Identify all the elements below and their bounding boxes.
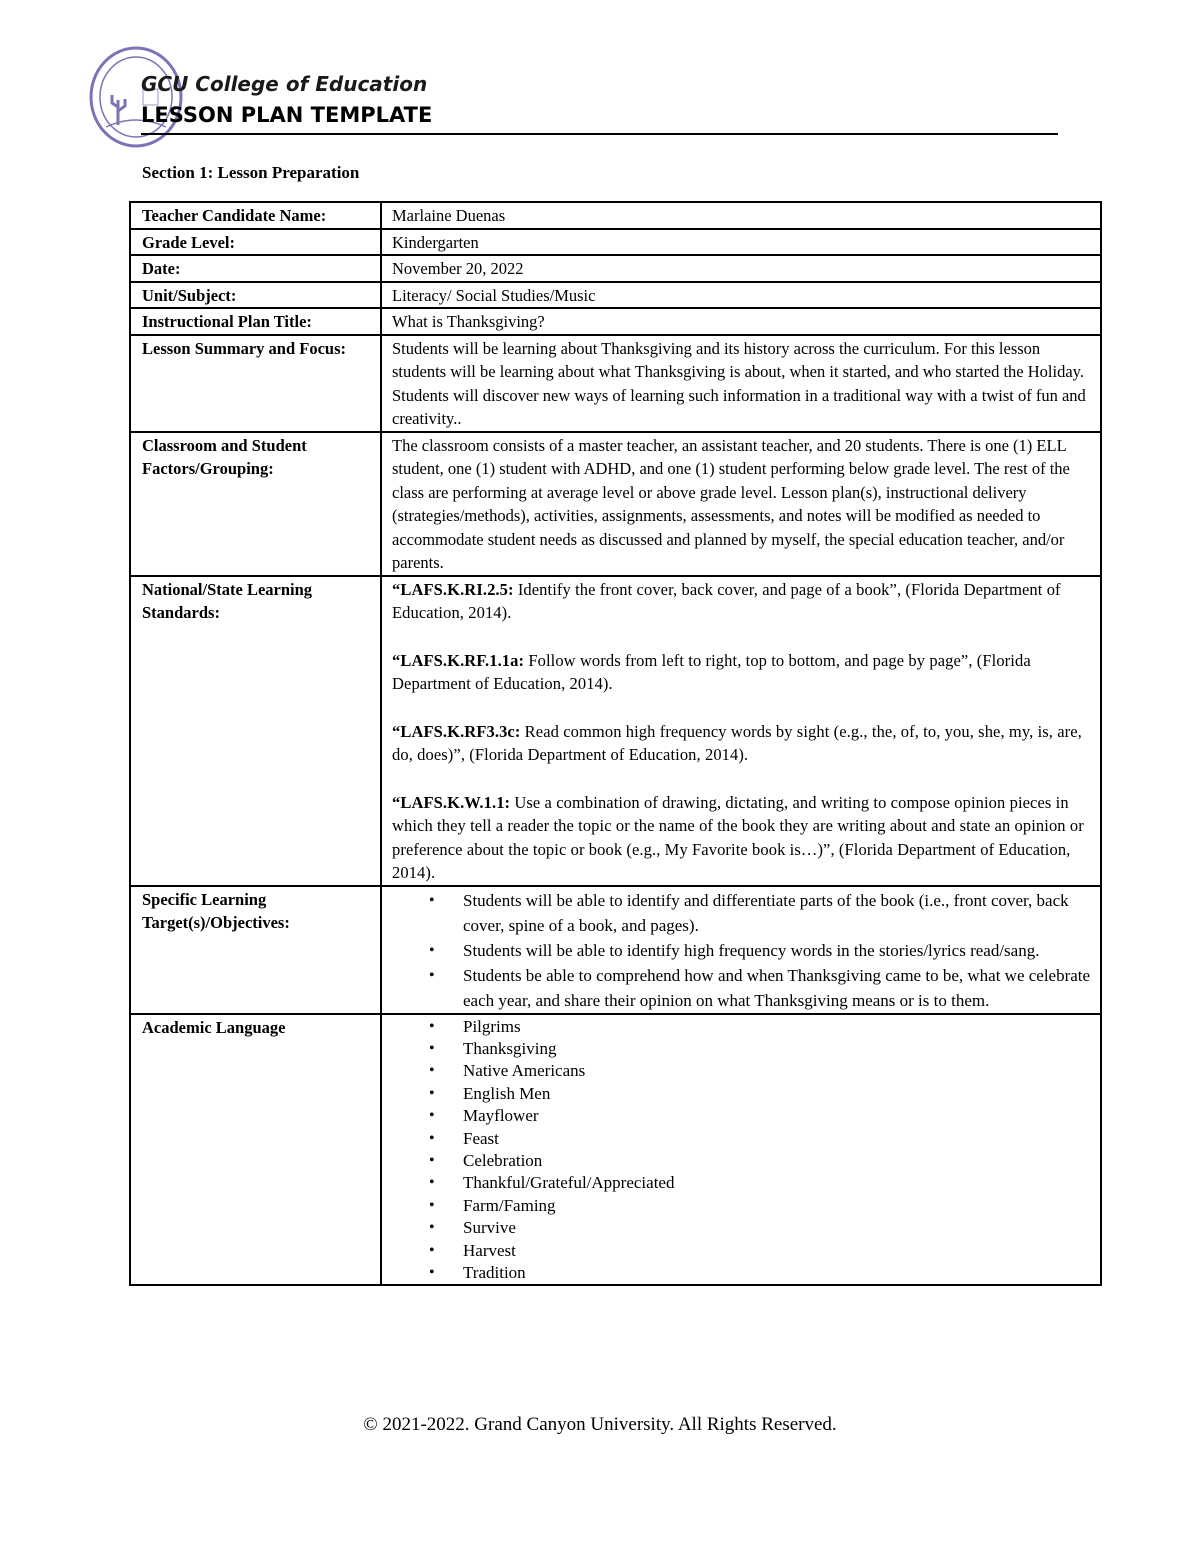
table-row (130, 229, 1101, 256)
list-item: • Harvest (463, 1240, 1092, 1262)
table-row (130, 1014, 1101, 1286)
academic-language-list (392, 1016, 1092, 1285)
list-item: • Native Americans (463, 1060, 1092, 1082)
teacher-name-value: Marlaine Duenas (381, 202, 1101, 229)
list-item: • Pilgrims (463, 1016, 1092, 1038)
list-item: • Mayflower (463, 1105, 1092, 1127)
standard-item: “LAFS.K.RF.1.1a: Follow words from left to right, top to bottom, and page by page”, (Florida Department of Education, 2014). (392, 650, 1031, 693)
row-label: Specific Learning Target(s)/Objectives: (130, 886, 381, 1014)
table-row (130, 886, 1101, 1014)
unit-subject-value: Literacy/ Social Studies/Music (381, 282, 1101, 309)
list-item: • Students will be able to identify high frequency words in the stories/lyrics read/sang. (463, 938, 1092, 963)
objectives-list (392, 888, 1092, 1013)
template-title: LESSON PLAN TEMPLATE (141, 103, 433, 127)
lesson-summary-value: Students will be learning about Thanksgiving and its history across the curriculum. For this lesson students will be learning about what Thanksgiving is about, when it started, and who started the Holiday. Students will discover new ways of learning such information in a traditional way with a twist of fun and creativity.. (381, 335, 1101, 432)
standards-list (381, 576, 1101, 886)
table-row (130, 202, 1101, 229)
copyright-footer: © 2021-2022. Grand Canyon University. All Rights Reserved. (363, 1414, 837, 1435)
row-label: Date: (130, 255, 381, 282)
list-item: • Students be able to comprehend how and when Thanksgiving came to be, what we celebrate each year, and share their opinion on what Thanksgiving means or is to them. (463, 963, 1092, 1013)
list-item: • Students will be able to identify and differentiate parts of the book (i.e., front cover, back cover, spine of a book, and pages). (463, 888, 1092, 938)
table-row (130, 576, 1101, 886)
table-row (130, 255, 1101, 282)
row-label: Grade Level: (130, 229, 381, 256)
college-name: GCU College of Education (141, 72, 428, 96)
standard-item: “LAFS.K.RF3.3c: Read common high frequency words by sight (e.g., the, of, to, you, she, my, is, are, do, does)”, (Florida Department of Education, 2014). (392, 721, 1082, 764)
list-item: • Tradition (463, 1262, 1092, 1284)
grade-level-value: Kindergarten (381, 229, 1101, 256)
table-row (130, 432, 1101, 576)
header-divider (141, 133, 1058, 135)
row-label: Instructional Plan Title: (130, 308, 381, 335)
row-label: Classroom and Student Factors/Grouping: (130, 432, 381, 576)
classroom-factors-value: The classroom consists of a master teacher, an assistant teacher, and 20 students. There is one (1) ELL student, one (1) student with ADHD, and one (1) student performing below grade level. The rest of the class are performing at average level or above grade level. Lesson plan(s), instructional delivery (strategies/methods), activities, assignments, assessments, and notes will be modified as needed to accommodate student needs as discussed and planned by myself, the special education teacher, and/or parents. (381, 432, 1101, 576)
list-item: • Farm/Faming (463, 1195, 1092, 1217)
row-label: Unit/Subject: (130, 282, 381, 309)
row-label: Teacher Candidate Name: (130, 202, 381, 229)
list-item: • Survive (463, 1217, 1092, 1239)
standard-item: “LAFS.K.W.1.1: Use a combination of drawing, dictating, and writing to compose opinion pieces in which they tell a reader the topic or the name of the book they are writing about and state an opinion or preference about the topic or book (e.g., My Favorite book is…)”, (Florida Department of Education, 2014). (392, 792, 1084, 882)
list-item: • Thankful/Grateful/Appreciated (463, 1172, 1092, 1194)
table-row (130, 335, 1101, 432)
date-value: November 20, 2022 (381, 255, 1101, 282)
row-label: Academic Language (130, 1014, 381, 1286)
list-item: • Thanksgiving (463, 1038, 1092, 1060)
section-title: Section 1: Lesson Preparation (142, 163, 360, 182)
list-item: • English Men (463, 1083, 1092, 1105)
table-row (130, 282, 1101, 309)
lesson-plan-table (129, 201, 1102, 1286)
table-row (130, 308, 1101, 335)
row-label: Lesson Summary and Focus: (130, 335, 381, 432)
list-item: • Celebration (463, 1150, 1092, 1172)
row-label: National/State Learning Standards: (130, 576, 381, 886)
standard-item: “LAFS.K.RI.2.5: Identify the front cover, back cover, and page of a book”, (Florida Department of Education, 2014). (392, 579, 1061, 622)
objectives-cell (381, 886, 1101, 1014)
plan-title-value: What is Thanksgiving? (381, 308, 1101, 335)
academic-language-cell (381, 1014, 1101, 1286)
list-item: • Feast (463, 1128, 1092, 1150)
